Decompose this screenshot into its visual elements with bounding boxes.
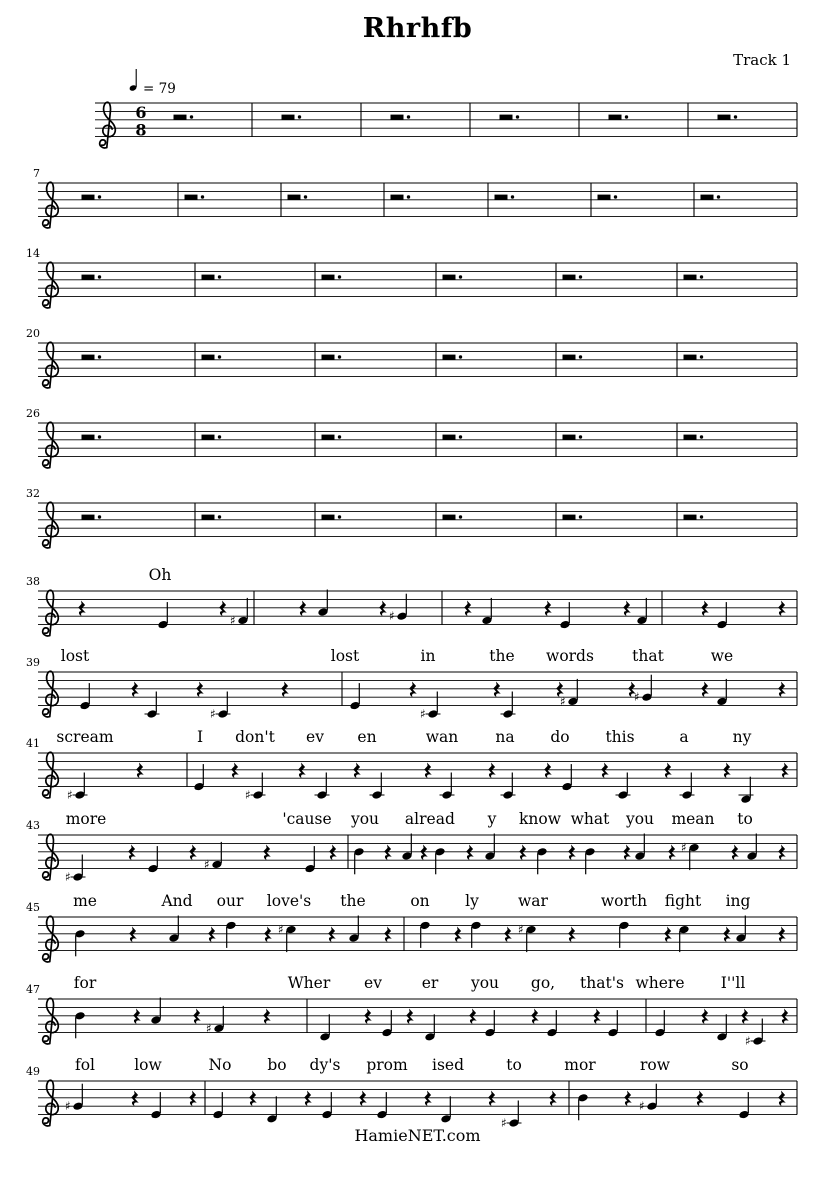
sharp-icon: ♯ [230,613,236,628]
quarter-rest-icon [778,845,785,861]
quarter-rest-icon [701,682,708,698]
measure-number: 45 [26,901,40,914]
measure-rest-icon [82,435,95,440]
footer-watermark: HamieNET.com [354,1126,481,1145]
sharp-icon: ♯ [420,707,426,721]
rest-dot [614,195,617,198]
lyric-syllable: I [196,728,204,746]
measure-rest-icon [443,515,456,520]
sharp-icon: ♯ [501,1116,507,1130]
lyric-syllable: what [570,810,610,828]
rest-dot [298,115,301,118]
lyric-syllable: our [216,892,244,910]
measure-rest-icon [500,115,513,120]
sharp-icon: ♯ [389,609,395,624]
quarter-rest-icon [723,927,730,943]
quarter-rest-icon [466,845,473,861]
rest-dot [98,355,101,358]
lyric-syllable: a [679,728,689,746]
quarter-rest-icon [544,763,551,779]
lyric-syllable: fol [74,1056,96,1074]
time-signature-numerator: 6 [135,103,147,122]
quarter-rest-icon [701,1009,708,1025]
quarter-rest-icon [299,601,306,617]
measure-rest-icon [701,195,714,200]
rest-dot [625,115,628,118]
rest-dot [98,195,101,198]
sharp-icon: ♯ [206,1021,212,1036]
rest-dot [201,195,204,198]
quarter-rest-icon [668,845,675,861]
measure-rest-icon [288,195,301,200]
quarter-rest-icon [701,601,708,617]
lyric-syllable: scream [56,728,114,746]
treble-clef-icon [43,916,59,962]
rest-dot [700,515,703,518]
treble-clef-icon [43,752,59,798]
measure-number: 7 [33,167,40,180]
lyric-syllable: row [639,1056,671,1074]
rest-dot [579,275,582,278]
lyric-syllable: ly [465,892,479,910]
lyric-syllable: the [340,892,366,910]
rest-dot [407,195,410,198]
measure-rest-icon [684,435,697,440]
quarter-rest-icon [549,1091,556,1107]
quarter-rest-icon [208,927,215,943]
treble-clef-icon [43,1080,59,1126]
quarter-rest-icon [263,845,270,861]
rest-dot [338,515,341,518]
quarter-rest-icon [531,1009,538,1025]
lyric-syllable: er [421,974,439,992]
quarter-rest-icon [78,601,85,617]
lyric-syllable: to [737,810,753,828]
rest-dot [338,275,341,278]
quarter-rest-icon [454,927,461,943]
lyric-syllable: Wher [287,974,331,992]
lyric-syllable: lost [60,647,90,665]
quarter-rest-icon [623,845,630,861]
rest-dot [511,195,514,198]
measure-rest-icon [563,275,576,280]
lyric-syllable: go, [530,974,556,992]
quarter-rest-icon [778,1091,785,1107]
lyric-syllable: ing [725,892,751,910]
lyric-syllable: And [161,892,193,910]
time-signature-denominator: 8 [135,120,147,140]
lyric-syllable: ny [732,728,752,746]
quarter-rest-icon [493,682,500,698]
measure-rest-icon [391,195,404,200]
measure-rest-icon [174,115,187,120]
quarter-rest-icon [409,682,416,698]
lyric-syllable: where [635,974,685,992]
lyric-syllable: na [495,728,515,746]
lyric-syllable: this [605,728,635,746]
rest-dot [734,115,737,118]
rest-dot [717,195,720,198]
measure-rest-icon [563,515,576,520]
lyric-syllable: Oh [148,566,172,584]
measure-rest-icon [684,515,697,520]
quarter-rest-icon [601,763,608,779]
tempo-text: = 79 [143,81,176,97]
sharp-icon: ♯ [210,707,216,721]
quarter-rest-icon [420,845,427,861]
rest-dot [190,115,193,118]
quarter-rest-icon [128,845,135,861]
lyric-syllable: more [65,810,107,828]
quarter-rest-icon [384,845,391,861]
quarter-rest-icon [129,927,136,943]
lyric-syllable: know [519,810,561,828]
treble-clef-icon [43,590,59,636]
measure-number: 43 [26,819,40,832]
treble-clef-icon [100,102,116,148]
rest-dot [700,435,703,438]
quarter-rest-icon [219,601,226,617]
sharp-icon: ♯ [65,870,71,884]
treble-clef-icon [43,422,59,468]
quarter-rest-icon [193,1009,200,1025]
measure-number: 14 [26,247,40,260]
quarter-rest-icon [778,601,785,617]
quarter-rest-icon [304,1091,311,1107]
measure-rest-icon [718,115,731,120]
sharp-icon: ♯ [634,690,640,705]
rest-dot [459,515,462,518]
rest-dot [579,515,582,518]
quarter-rest-icon [664,763,671,779]
quarter-rest-icon [329,845,336,861]
quarter-rest-icon [519,845,526,861]
quarter-rest-icon [131,682,138,698]
quarter-rest-icon [488,1091,495,1107]
measure-rest-icon [82,515,95,520]
rest-dot [579,355,582,358]
sharp-icon: ♯ [245,788,251,802]
measure-number: 20 [26,327,40,340]
quarter-rest-icon [249,1091,256,1107]
quarter-rest-icon [231,763,238,779]
quarter-rest-icon [778,927,785,943]
sharp-icon: ♯ [518,922,524,937]
measure-rest-icon [282,115,295,120]
rest-dot [338,355,341,358]
lyric-syllable: for [73,974,97,992]
quarter-rest-icon [593,1009,600,1025]
measure-rest-icon [322,435,335,440]
quarter-rest-icon [424,1091,431,1107]
rest-dot [338,435,341,438]
quarter-rest-icon [189,845,196,861]
lyric-syllable: dy's [309,1056,341,1074]
lyric-syllable: you [470,974,500,992]
measure-rest-icon [82,355,95,360]
lyric-syllable: that's [580,974,624,992]
quarter-rest-icon [731,845,738,861]
quarter-rest-icon [298,763,305,779]
measure-rest-icon [684,275,697,280]
measure-rest-icon [495,195,508,200]
treble-clef-icon [43,502,59,548]
lyric-syllable: words [546,647,594,665]
measure-rest-icon [202,435,215,440]
measure-number: 47 [26,983,40,996]
rest-dot [98,515,101,518]
lyric-syllable: 'cause [282,810,332,828]
sharp-icon: ♯ [67,788,73,802]
quarter-rest-icon [364,1009,371,1025]
quarter-rest-icon [781,763,788,779]
measure-number: 41 [26,737,40,750]
measure-rest-icon [563,355,576,360]
rest-dot [459,355,462,358]
measure-rest-icon [563,435,576,440]
rest-dot [459,275,462,278]
lyric-syllable: that [632,647,664,665]
measure-number: 49 [26,1065,40,1078]
measure-rest-icon [322,275,335,280]
quarter-rest-icon [264,927,271,943]
lyric-syllable: war [518,892,548,910]
quarter-rest-icon [504,927,511,943]
measure-rest-icon [322,515,335,520]
rest-dot [98,435,101,438]
quarter-rest-icon [379,601,386,617]
measure-number: 32 [26,487,40,500]
quarter-rest-icon [624,1091,631,1107]
quarter-rest-icon [131,1091,138,1107]
measure-rest-icon [202,275,215,280]
measure-rest-icon [609,115,622,120]
quarter-rest-icon [568,927,575,943]
rest-dot [407,115,410,118]
lyric-syllable: do [550,728,570,746]
lyric-syllable: so [731,1056,749,1074]
quarter-rest-icon [424,763,431,779]
lyric-syllable: bo [267,1056,287,1074]
rest-dot [700,355,703,358]
rest-dot [304,195,307,198]
rest-dot [218,515,221,518]
quarter-rest-icon [568,845,575,861]
quarter-rest-icon [353,763,360,779]
quarter-rest-icon [544,601,551,617]
quarter-rest-icon [696,1091,703,1107]
quarter-rest-icon [488,763,495,779]
lyric-syllable: wan [425,728,459,746]
measure-rest-icon [443,435,456,440]
lyric-syllable: me [73,892,97,910]
lyric-syllable: on [410,892,430,910]
quarter-rest-icon [406,1009,413,1025]
treble-clef-icon [43,671,59,717]
sharp-icon: ♯ [745,1034,751,1048]
rest-dot [218,355,221,358]
lyric-syllable: you [625,810,655,828]
rest-dot [700,275,703,278]
measure-rest-icon [202,515,215,520]
sharp-icon: ♯ [639,1099,645,1114]
lyric-syllable: mor [564,1056,596,1074]
sharp-icon: ♯ [681,840,687,855]
measure-rest-icon [391,115,404,120]
rest-dot [579,435,582,438]
quarter-rest-icon [263,1009,270,1025]
quarter-rest-icon [781,1009,788,1025]
measure-number: 38 [26,575,40,588]
lyric-syllable: you [350,810,380,828]
quarter-rest-icon [623,601,630,617]
measure-number: 26 [26,407,40,420]
treble-clef-icon [43,182,59,228]
lyric-syllable: ev [364,974,382,992]
sharp-icon: ♯ [65,1099,71,1114]
rest-dot [218,435,221,438]
quarter-rest-icon [189,1091,196,1107]
quarter-rest-icon [359,1091,366,1107]
lyric-syllable: No [208,1056,232,1074]
measure-rest-icon [82,275,95,280]
rest-dot [218,275,221,278]
lyric-syllable: prom [366,1056,408,1074]
lyric-syllable: en [357,728,377,746]
measure-rest-icon [443,275,456,280]
lyric-syllable: fight [664,892,702,910]
quarter-rest-icon [664,927,671,943]
quarter-rest-icon [469,1009,476,1025]
sharp-icon: ♯ [278,922,284,937]
lyric-syllable: love's [266,892,312,910]
quarter-rest-icon [384,927,391,943]
quarter-rest-icon [136,763,143,779]
lyric-syllable: don't [235,728,275,746]
treble-clef-icon [43,834,59,880]
quarter-rest-icon [196,682,203,698]
quarter-rest-icon [281,682,288,698]
lyric-syllable: ev [306,728,324,746]
lyric-syllable: to [506,1056,522,1074]
track-label: Track 1 [733,51,791,69]
lyric-syllable: ised [431,1056,465,1074]
quarter-rest-icon [778,682,785,698]
quarter-rest-icon [741,1009,748,1025]
measure-rest-icon [202,355,215,360]
measure-rest-icon [322,355,335,360]
measure-rest-icon [443,355,456,360]
quarter-rest-icon [133,1009,140,1025]
quarter-rest-icon [723,763,730,779]
sharp-icon: ♯ [204,857,210,872]
measure-number: 39 [26,656,40,669]
lyric-syllable: I''ll [720,974,746,992]
measure-rest-icon [598,195,611,200]
measure-rest-icon [185,195,198,200]
lyric-syllable: we [710,647,734,665]
treble-clef-icon [43,342,59,388]
lyric-syllable: al [404,810,420,828]
rest-dot [459,435,462,438]
lyric-syllable: worth [600,892,648,910]
sharp-icon: ♯ [560,694,566,709]
quarter-rest-icon [464,601,471,617]
score-title: Rhrhfb [362,13,473,44]
measure-rest-icon [684,355,697,360]
measure-rest-icon [82,195,95,200]
lyric-syllable: read [419,810,455,828]
lyric-syllable: lost [330,647,360,665]
rest-dot [516,115,519,118]
quarter-rest-icon [328,927,335,943]
treble-clef-icon [43,262,59,308]
lyric-syllable: low [134,1056,162,1074]
lyric-syllable: the [489,647,515,665]
treble-clef-icon [43,998,59,1044]
lyric-syllable: in [420,647,436,665]
rest-dot [98,275,101,278]
lyric-syllable: mean [671,810,715,828]
lyric-syllable: y [487,810,497,828]
